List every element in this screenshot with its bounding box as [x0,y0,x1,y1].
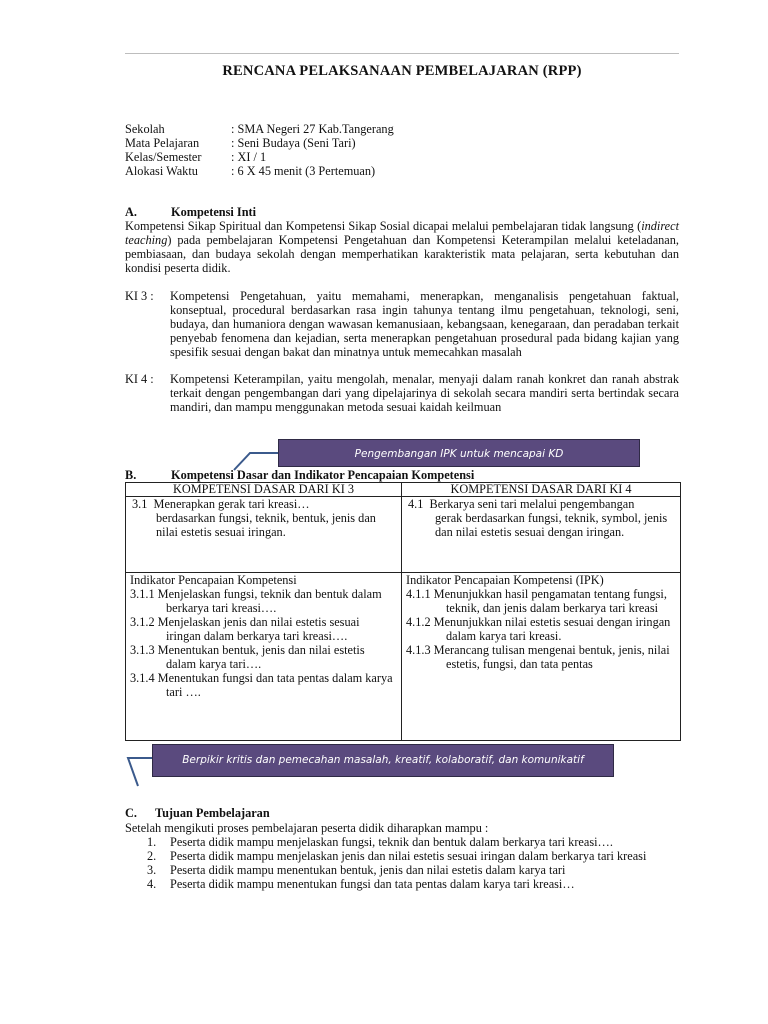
section-c-number: C. [125,806,137,820]
ki3-text: Kompetensi Pengetahuan, yaitu memahami, menerapkan, menganalisis pengetahuan faktual, konseptual, procedural berdasarkan rasa ingin tahunya tentang ilmu pengetahuan, teknologi, seni, budaya, dan humaniora dengan wawasan kemanusiaan, kebangsaan, kenegaraan, dan peradaban terkait penyebab fenomena dan kejadian, serta menerapkan pengetahuan prosedural pada bidang kajian yang spesifik sesuai dengan bakat dan minatnya untuk memecahkan masalah [170,289,679,359]
objective-text: Peserta didik mampu menjelaskan jenis dan nilai estetis sesuai iringan dalam berkarya tari kreasi [170,849,647,863]
info-value-subject: : Seni Budaya (Seni Tari) [231,136,356,150]
info-value-time: : 6 X 45 menit (3 Pertemuan) [231,164,376,178]
ki4-text: Kompetensi Keterampilan, yaitu mengolah, menalar, menyaji dalam ranah konkret dan ranah abstrak terkait dengan pengembangan dari yang dipelajarinya di sekolah secara mandiri serta bertindak secara mandiri, dan mampu menggunakan metoda sesuai kaidah keilmuan [170,372,679,414]
para-text-2: ) pada pembelajaran Kompetensi Pengetahuan dan Kompetensi Keterampilan melalui keteladanan, pembiasaan, dan budaya sekolah dengan memperhatikan karakteristik mata pelajaran, serta kebutuhan dan kondisi peserta didik. [125,233,679,275]
para-text-1: Kompetensi Sikap Spiritual dan Kompetensi Sikap Sosial dicapai melalui pembelajaran tidak langsung ( [125,219,642,233]
objective-text: Peserta didik mampu menentukan fungsi dan tata pentas dalam karya tari kreasi… [170,877,575,891]
section-a-number: A. [125,205,137,219]
objective-number: 1. [147,835,157,849]
kd3-cell [126,497,402,573]
info-label-school: Sekolah [125,122,165,136]
ki3-label: KI 3 : [125,289,154,303]
ipk3-header: Indikator Pencapaian Kompetensi [130,573,297,587]
kd4-cell [402,497,681,573]
kd3-text: Menerapkan gerak tari kreasi… [153,497,310,511]
objective-number: 2. [147,849,157,863]
section-b-title: Kompetensi Dasar dan Indikator Pencapaian Kompetensi [171,468,475,482]
ipk3-item: 3.1.1 Menjelaskan fungsi, teknik dan bentuk dalam berkarya tari kreasi…. [130,587,382,615]
ipk3-item: 3.1.4 Menentukan fungsi dan tata pentas dalam karya tari …. [130,671,393,699]
objective-item [125,849,685,863]
kd3-column-header: KOMPETENSI DASAR DARI KI 3 [126,483,402,497]
callout-ipk [278,439,640,467]
objective-text: Peserta didik mampu menentukan bentuk, jenis dan nilai estetis dalam karya tari [170,863,566,877]
callout-skills [152,744,614,777]
kd4-text: Berkarya seni tari melalui pengembangan [429,497,635,511]
objective-number: 4. [147,877,157,891]
kd4-column-header: KOMPETENSI DASAR DARI KI 4 [402,483,681,497]
section-a-title: Kompetensi Inti [171,205,257,219]
ipk4-header: Indikator Pencapaian Kompetensi (IPK) [406,573,604,587]
info-value-school: : SMA Negeri 27 Kab.Tangerang [231,122,394,136]
section-c-title: Tujuan Pembelajaran [155,806,270,820]
kd4-continued: gerak berdasarkan fungsi, teknik, symbol, jenis dan nilai estetis sesuai dengan iringan. [435,511,668,539]
section-b-number: B. [125,468,137,482]
info-value-class: : XI / 1 [231,150,267,164]
ipk4-item: 4.1.3 Merancang tulisan mengenai bentuk, jenis, nilai estetis, fungsi, dan tata pentas [406,643,670,671]
document-title: RENCANA PELAKSANAAN PEMBELAJARAN (RPP) [222,63,582,79]
section-c-heading [125,806,270,820]
section-c-intro: Setelah mengikuti proses pembelajaran peserta didik diharapkan mampu : [125,821,489,835]
section-b-heading [125,468,474,482]
para-italic-term: indirect teaching [125,219,679,247]
ipk3-item: 3.1.3 Menentukan bentuk, jenis dan nilai estetis dalam karya tari…. [130,643,365,671]
info-label-subject: Mata Pelajaran [125,136,200,150]
info-label-class: Kelas/Semester [125,150,202,164]
callout-ipk-text: Pengembangan IPK untuk mencapai KD [354,448,564,460]
objective-number: 3. [147,863,157,877]
ipk3-item: 3.1.2 Menjelaskan jenis dan nilai estetis sesuai iringan dalam berkarya tari kreasi…. [130,615,360,643]
callout2-connector [128,758,152,786]
objective-text: Peserta didik mampu menjelaskan fungsi, teknik dan bentuk dalam berkarya tari kreasi…. [170,835,613,849]
objective-item [125,835,685,849]
ipk4-item: 4.1.2 Menunjukkan nilai estetis sesuai dengan iringan dalam karya tari kreasi. [406,615,671,643]
objective-item [125,863,685,877]
ipk4-cell [402,573,681,741]
ipk4-item: 4.1.1 Menunjukkan hasil pengamatan tentang fungsi, teknik, dan jenis dalam berkarya tari kreasi [406,587,667,615]
kd3-number: 3.1 [132,497,148,511]
objectives-list [125,835,685,891]
kd3-continued: berdasarkan fungsi, teknik, bentuk, jenis dan nilai estetis sesuai iringan. [156,511,376,539]
objective-item [125,877,685,891]
ki4-label: KI 4 : [125,372,154,386]
info-label-time: Alokasi Waktu [125,164,198,178]
kd-table [125,482,681,741]
ipk3-cell [126,573,402,741]
callout-skills-text: Berpikir kritis dan pemecahan masalah, kreatif, kolaboratif, dan komunikatif [182,754,584,766]
kd4-number: 4.1 [408,497,424,511]
